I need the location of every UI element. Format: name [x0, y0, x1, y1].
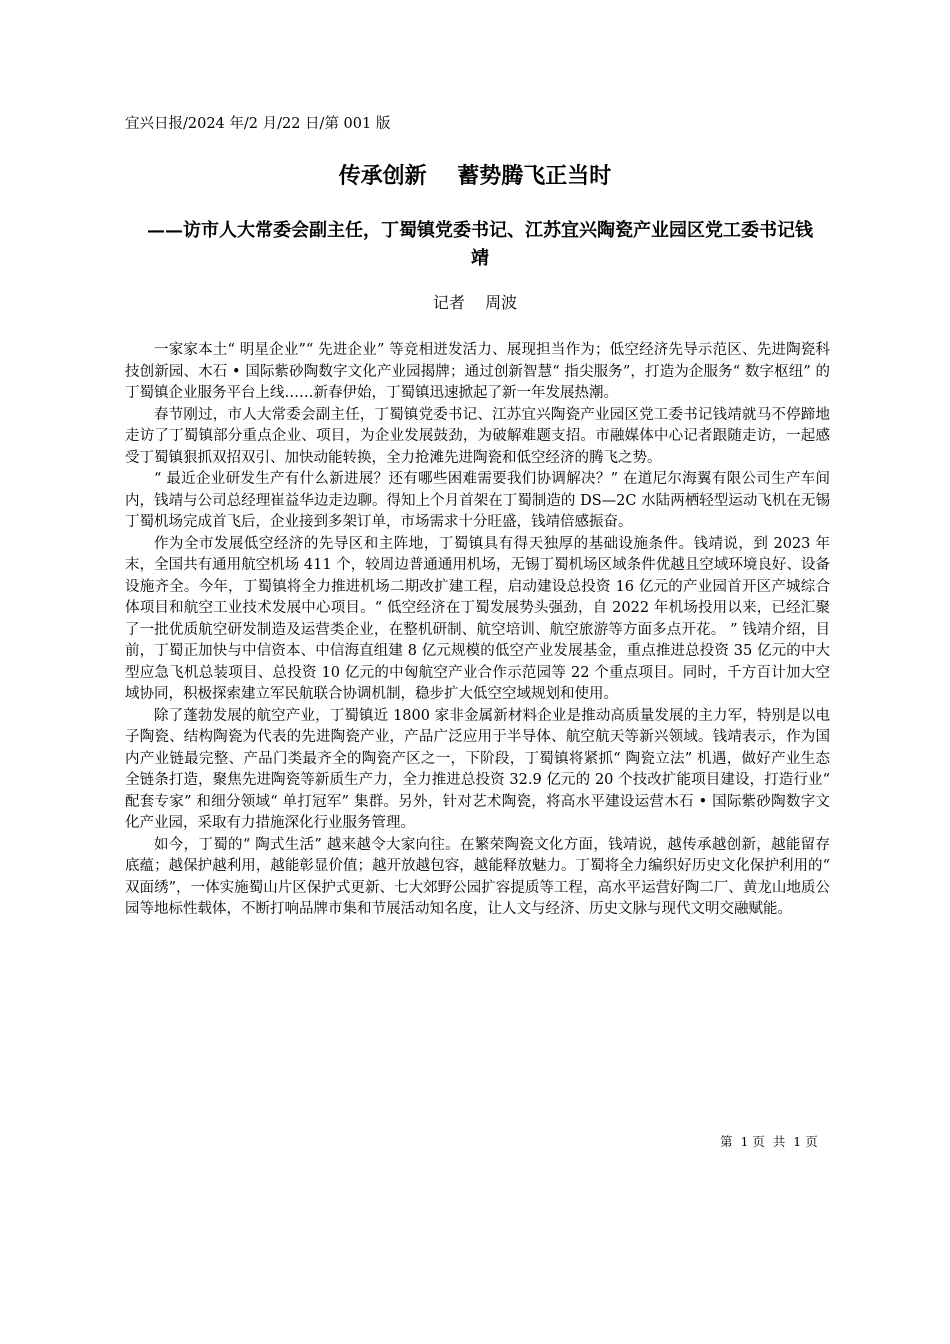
paragraph: 一家家本土“ 明星企业”“ 先进企业” 等竞相迸发活力、展现担当作为；低空经济先导示范区、先进陶瓷科技创新园、木石 • 国际紫砂陶数字文化产业园揭牌；通过创新智慧“ 指尖服务”，打造为企服务“ 数字枢纽” 的丁蜀镇企业服务平台上线……新春伊始，丁蜀镇迅速掀起了新一年发展热潮。	[125, 342, 830, 401]
source-line: 宜兴日报/2024 年/2 月/22 日/第 001 版	[125, 116, 391, 132]
paragraph: 除了蓬勃发展的航空产业，丁蜀镇近 1800 家非金属新材料企业是推动高质量发展的主力军，特别是以电子陶瓷、结构陶瓷为代表的先进陶瓷产业，产品广泛应用于半导体、航空航天等新兴领域。钱靖表示，作为国内产业链最完整、产品门类最齐全的陶瓷产区之一，下阶段，丁蜀镇将紧抓“ 陶瓷立法” 机遇，做好产业生态全链条打造，聚焦先进陶瓷等新质生产力，全力推进总投资 32.9 亿元的 20 个技改扩能项目建设，打造行业“ 配套专家” 和细分领域“ 单打冠军” 集群。另外，针对艺术陶瓷，将高水平建设运营木石 • 国际紫砂陶数字文化产业园，采取有力措施深化行业服务管理。	[125, 707, 830, 831]
paragraph: “ 最近企业研发生产有什么新进展？还有哪些困难需要我们协调解决？” 在道尼尔海翼有限公司生产车间内，钱靖与公司总经理崔益华边走边聊。得知上个月首架在丁蜀制造的 DS—2C 水陆两栖轻型运动飞机在无锡丁蜀机场完成首飞后，企业接到多架订单，市场需求十分旺盛，钱靖倍感振奋。	[125, 471, 830, 530]
page-footer: 第 1 页 共 1 页	[720, 1134, 818, 1149]
article-title: 传承创新 蓄势腾飞正当时	[338, 163, 612, 189]
paragraph: 作为全市发展低空经济的先导区和主阵地，丁蜀镇具有得天独厚的基础设施条件。钱靖说，到 2023 年末，全国共有通用航空机场 411 个，较周边普通通用机场，无锡丁蜀机场区域条件优越且空域环境良好、设备设施齐全。今年，丁蜀镇将全力推进机场二期改扩建工程，启动建设总投资 16 亿元的产业园首开区产城综合体项目和航空工业技术发展中心项目。“ 低空经济在丁蜀发展势头强劲，自 2022 年机场投用以来，已经汇聚了一批优质航空研发制造及运营类企业，在整机研制、航空培训、航空旅游等方面多点开花。 ” 钱靖介绍，目前，丁蜀正加快与中信资本、中信海直组建 8 亿元规模的低空产业发展基金，重点推进总投资 35 亿元的中大型应急飞机总装项目、总投资 10 亿元的中匈航空产业合作示范园等 22 个重点项目。同时，千方百计加大空域协同，积极探索建立军民航联合协调机制，稳步扩大低空空域规划和使用。	[125, 535, 830, 702]
article-body	[125, 340, 830, 921]
byline: 记者 周波	[432, 293, 518, 312]
paragraph: 如今，丁蜀的“ 陶式生活” 越来越令大家向往。在繁荣陶瓷文化方面，钱靖说，越传承越创新，越能留存底蕴；越保护越利用，越能彰显价值；越开放越包容，越能释放魅力。丁蜀将全力编织好历史文化保护利用的“ 双面绣”，一体实施蜀山片区保护式更新、七大郊野公园扩容提质等工程，高水平运营好陶二厂、黄龙山地质公园等地标性载体，不断打响品牌市集和节展活动知名度，让人文与经济、历史文脉与现代文明交融赋能。	[125, 836, 830, 917]
article-subtitle: ——访市人大常委会副主任，丁蜀镇党委书记、江苏宜兴陶瓷产业园区党工委书记钱靖	[147, 220, 813, 269]
paragraph: 春节刚过，市人大常委会副主任，丁蜀镇党委书记、江苏宜兴陶瓷产业园区党工委书记钱靖就马不停蹄地走访了丁蜀镇部分重点企业、项目，为企业发展鼓劲，为破解难题支招。市融媒体中心记者跟随走访，一起感受丁蜀镇狠抓双招双引、加快动能转换，全力抢滩先进陶瓷和低空经济的腾飞之势。	[125, 406, 830, 466]
